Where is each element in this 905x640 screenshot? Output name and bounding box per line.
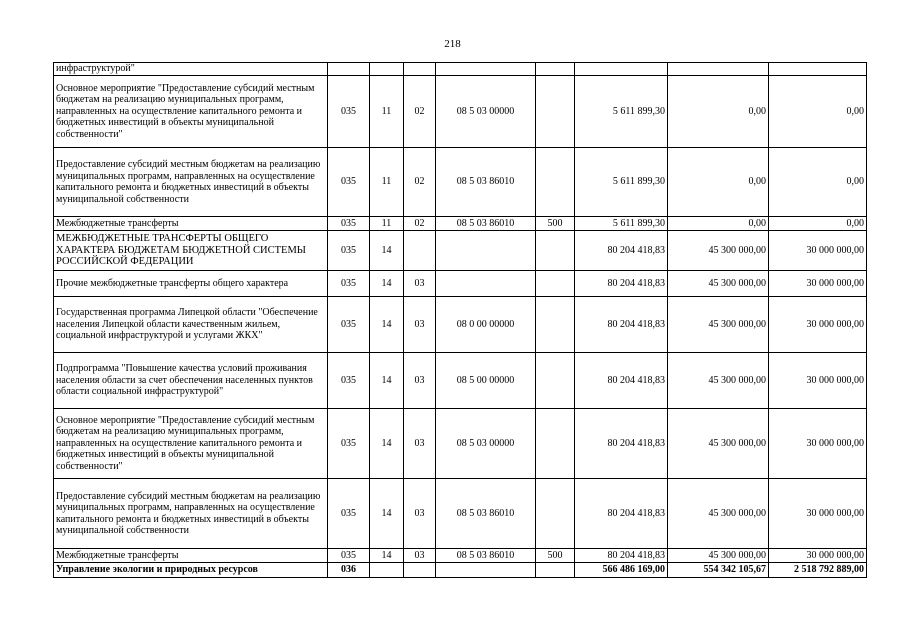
department-code-cell: 035 [328, 271, 370, 297]
subsection-code-cell: 03 [404, 297, 436, 353]
section-code-cell: 14 [370, 549, 404, 563]
subsection-code-cell [404, 231, 436, 271]
expense-type-code-cell [536, 271, 575, 297]
amount-year-3-cell: 30 000 000,00 [769, 271, 867, 297]
amount-year-3-cell: 0,00 [769, 76, 867, 148]
amount-year-3-cell: 30 000 000,00 [769, 297, 867, 353]
row-name-cell: Предоставление субсидий местным бюджетам на реализацию муниципальных программ, направленных на осуществление капитального ремонта и бюджетных инвестиций в объекты муниципальной собственности [54, 148, 328, 217]
budget-table [53, 62, 867, 578]
amount-year-2-cell: 45 300 000,00 [668, 479, 769, 549]
table-row [54, 353, 867, 409]
section-code-cell: 14 [370, 231, 404, 271]
amount-year-3-cell: 2 518 792 889,00 [769, 563, 867, 578]
row-name-cell: МЕЖБЮДЖЕТНЫЕ ТРАНСФЕРТЫ ОБЩЕГО ХАРАКТЕРА БЮДЖЕТАМ БЮДЖЕТНОЙ СИСТЕМЫ РОССИЙСКОЙ ФЕДЕРАЦИИ [54, 231, 328, 271]
expense-type-code-cell [536, 231, 575, 271]
section-code-cell: 14 [370, 409, 404, 479]
amount-year-1-cell: 80 204 418,83 [575, 231, 668, 271]
expense-type-code-cell [536, 297, 575, 353]
department-code-cell: 036 [328, 563, 370, 578]
amount-year-1-cell: 80 204 418,83 [575, 479, 668, 549]
amount-year-3-cell: 30 000 000,00 [769, 479, 867, 549]
amount-year-1-cell: 80 204 418,83 [575, 353, 668, 409]
table-row [54, 231, 867, 271]
target-item-code-cell: 08 5 03 86010 [436, 148, 536, 217]
table-row [54, 271, 867, 297]
amount-year-2-cell: 45 300 000,00 [668, 271, 769, 297]
row-name-cell: Основное мероприятие "Предоставление субсидий местным бюджетам на реализацию муниципальных программ, направленных на осуществление капитального ремонта и бюджетных инвестиций в объекты муниципальной собственности" [54, 76, 328, 148]
amount-year-1-cell: 80 204 418,83 [575, 297, 668, 353]
target-item-code-cell [436, 271, 536, 297]
expense-type-code-cell [536, 353, 575, 409]
department-code-cell: 035 [328, 217, 370, 231]
section-code-cell: 14 [370, 297, 404, 353]
subsection-code-cell: 03 [404, 479, 436, 549]
amount-year-2-cell: 0,00 [668, 76, 769, 148]
amount-year-2-cell: 45 300 000,00 [668, 231, 769, 271]
amount-year-3-cell: 0,00 [769, 148, 867, 217]
amount-year-3-cell: 30 000 000,00 [769, 231, 867, 271]
table-row [54, 297, 867, 353]
subsection-code-cell: 03 [404, 549, 436, 563]
table-row [54, 409, 867, 479]
subsection-code-cell: 03 [404, 271, 436, 297]
target-item-code-cell [436, 563, 536, 578]
row-name-cell: Основное мероприятие "Предоставление субсидий местным бюджетам на реализацию муниципальных программ, направленных на осуществление капитального ремонта и бюджетных инвестиций в объекты муниципальной собственности" [54, 409, 328, 479]
section-code-cell [370, 563, 404, 578]
amount-year-1-cell: 5 611 899,30 [575, 76, 668, 148]
target-item-code-cell: 08 5 03 86010 [436, 549, 536, 563]
target-item-code-cell [436, 231, 536, 271]
expense-type-code-cell [536, 409, 575, 479]
department-code-cell: 035 [328, 479, 370, 549]
target-item-code-cell: 08 5 03 00000 [436, 409, 536, 479]
table-body [54, 63, 867, 578]
expense-type-code-cell: 500 [536, 549, 575, 563]
section-code-cell: 11 [370, 148, 404, 217]
amount-year-2-cell: 45 300 000,00 [668, 353, 769, 409]
row-name-cell: Предоставление субсидий местным бюджетам на реализацию муниципальных программ, направленных на осуществление капитального ремонта и бюджетных инвестиций в объекты муниципальной собственности [54, 479, 328, 549]
amount-year-3-cell: 30 000 000,00 [769, 353, 867, 409]
department-code-cell: 035 [328, 231, 370, 271]
amount-year-2-cell: 45 300 000,00 [668, 549, 769, 563]
table-row [54, 63, 867, 76]
amount-year-1-cell [575, 63, 668, 76]
amount-year-2-cell [668, 63, 769, 76]
department-code-cell: 035 [328, 409, 370, 479]
section-code-cell: 14 [370, 353, 404, 409]
row-name-cell: Прочие межбюджетные трансферты общего характера [54, 271, 328, 297]
expense-type-code-cell: 500 [536, 217, 575, 231]
amount-year-1-cell: 5 611 899,30 [575, 148, 668, 217]
amount-year-1-cell: 566 486 169,00 [575, 563, 668, 578]
amount-year-3-cell: 0,00 [769, 217, 867, 231]
table-row [54, 76, 867, 148]
row-name-cell: Межбюджетные трансферты [54, 549, 328, 563]
target-item-code-cell: 08 5 03 86010 [436, 479, 536, 549]
department-code-cell: 035 [328, 297, 370, 353]
amount-year-3-cell: 30 000 000,00 [769, 409, 867, 479]
target-item-code-cell: 08 5 00 00000 [436, 353, 536, 409]
subsection-code-cell [404, 563, 436, 578]
section-code-cell: 14 [370, 271, 404, 297]
table-row [54, 217, 867, 231]
amount-year-1-cell: 80 204 418,83 [575, 271, 668, 297]
amount-year-2-cell: 0,00 [668, 148, 769, 217]
subsection-code-cell: 03 [404, 409, 436, 479]
expense-type-code-cell [536, 76, 575, 148]
target-item-code-cell: 08 5 03 00000 [436, 76, 536, 148]
target-item-code-cell: 08 0 00 00000 [436, 297, 536, 353]
expense-type-code-cell [536, 563, 575, 578]
section-code-cell: 11 [370, 76, 404, 148]
row-name-cell: Управление экологии и природных ресурсов [54, 563, 328, 578]
amount-year-1-cell: 80 204 418,83 [575, 549, 668, 563]
subsection-code-cell: 02 [404, 148, 436, 217]
target-item-code-cell: 08 5 03 86010 [436, 217, 536, 231]
row-name-cell: Межбюджетные трансферты [54, 217, 328, 231]
row-name-cell: Подпрограмма "Повышение качества условий проживания населения области за счет обеспечения населенных пунктов области социальной инфраструктурой" [54, 353, 328, 409]
department-code-cell: 035 [328, 353, 370, 409]
department-code-cell: 035 [328, 76, 370, 148]
department-code-cell [328, 63, 370, 76]
amount-year-1-cell: 5 611 899,30 [575, 217, 668, 231]
amount-year-2-cell: 45 300 000,00 [668, 409, 769, 479]
amount-year-2-cell: 0,00 [668, 217, 769, 231]
target-item-code-cell [436, 63, 536, 76]
page-number: 218 [444, 38, 461, 50]
subsection-code-cell: 02 [404, 217, 436, 231]
subsection-code-cell: 02 [404, 76, 436, 148]
table-row [54, 479, 867, 549]
amount-year-2-cell: 554 342 105,67 [668, 563, 769, 578]
section-code-cell [370, 63, 404, 76]
table-row [54, 549, 867, 563]
table-row [54, 148, 867, 217]
row-name-cell: Государственная программа Липецкой области "Обеспечение населения Липецкой области качественным жильем, социальной инфраструктурой и услугами ЖКХ" [54, 297, 328, 353]
row-name-cell: инфраструктурой" [54, 63, 328, 76]
amount-year-3-cell [769, 63, 867, 76]
department-code-cell: 035 [328, 549, 370, 563]
table-row [54, 563, 867, 578]
expense-type-code-cell [536, 479, 575, 549]
subsection-code-cell: 03 [404, 353, 436, 409]
department-code-cell: 035 [328, 148, 370, 217]
amount-year-3-cell: 30 000 000,00 [769, 549, 867, 563]
expense-type-code-cell [536, 148, 575, 217]
subsection-code-cell [404, 63, 436, 76]
amount-year-2-cell: 45 300 000,00 [668, 297, 769, 353]
expense-type-code-cell [536, 63, 575, 76]
amount-year-1-cell: 80 204 418,83 [575, 409, 668, 479]
section-code-cell: 11 [370, 217, 404, 231]
section-code-cell: 14 [370, 479, 404, 549]
